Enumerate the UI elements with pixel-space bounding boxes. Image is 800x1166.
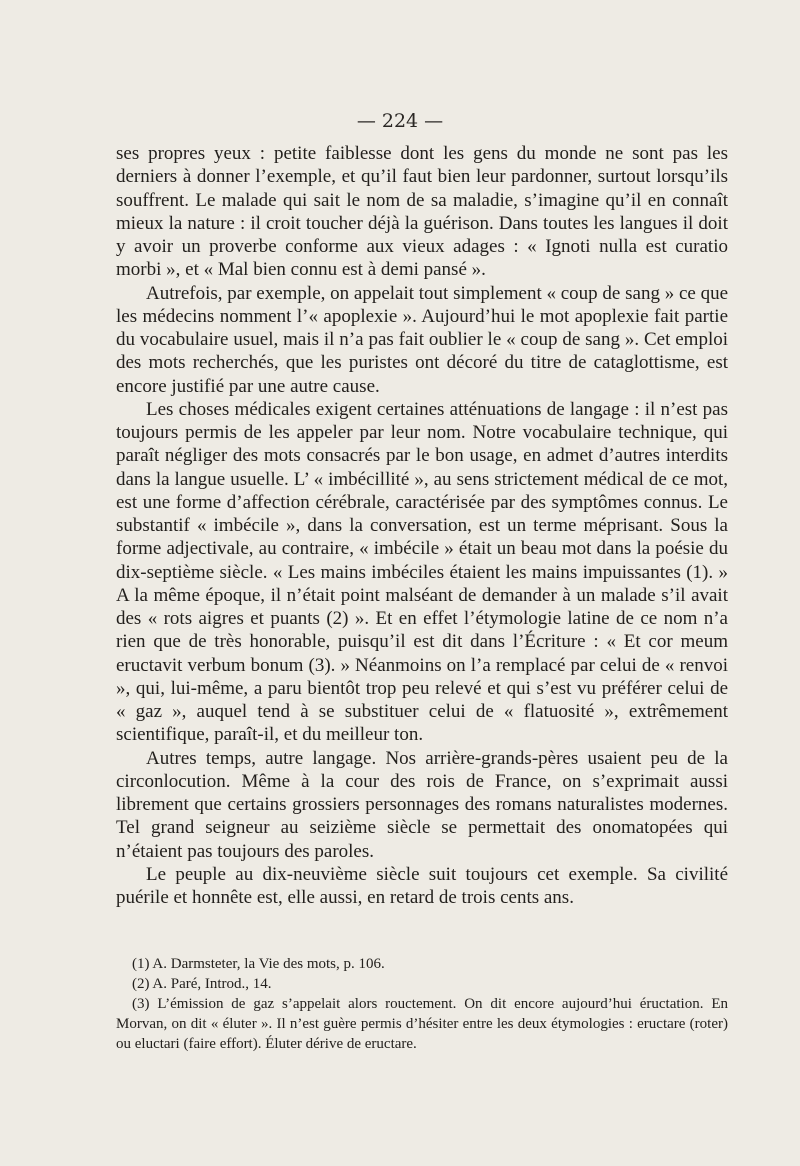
body-text: [116, 142, 728, 909]
footnote: (3) L’émission de gaz s’appelait alors rouctement. On dit encore aujourd’hui éructation. En Morvan, on dit « éluter ». Il n’est guère permis d’hésiter entre les deux étymologies : eructare (roter) ou eluctari (faire effort). Éluter dérive de eructare.: [116, 996, 728, 1052]
paragraph: ses propres yeux : petite faiblesse dont les gens du monde ne sont pas les derniers à donner l’exemple, et qu’il faut bien leur pardonner, surtout lorsqu’ils souffrent. Le malade qui sait le nom de sa maladie, s’imagine qu’il en connaît mieux la nature : il croit toucher déjà la guérison. Dans toutes les langues il doit y avoir un proverbe conforme aux vieux adages : « Ignoti nulla est curatio morbi », et « Mal bien connu est à demi pansé ».: [116, 143, 728, 281]
footnotes: [116, 954, 728, 1054]
paragraph: Le peuple au dix-neuvième siècle suit toujours cet exemple. Sa civilité puérile et honnête est, elle aussi, en retard de trois cents ans.: [116, 863, 728, 908]
paragraph: Autres temps, autre langage. Nos arrière-grands-pères usaient peu de la circonlocution. Même à la cour des rois de France, on s’exprimait aussi librement que certains grossiers personnages des romans naturalistes modernes. Tel grand seigneur au seizième siècle se permettait des onomatopées qui n’étaient pas toujours des paroles.: [116, 747, 728, 862]
footnote: (1) A. Darmsteter, la Vie des mots, p. 106.: [132, 956, 385, 972]
paragraph: Les choses médicales exigent certaines atténuations de langage : il n’est pas toujours permis de les appeler par leur nom. Notre vocabulaire technique, qui paraît négliger des mots consacrés par le bon usage, en admet d’autres interdits dans la langue usuelle. L’ « imbécillité », au sens strictement médical de ce mot, est une forme d’affection cérébrale, caractérisée par des symptômes connus. Le substantif « imbécile », dans la conversation, est un terme méprisant. Sous la forme adjectivale, au contraire, « imbécile » était un beau mot dans la poésie du dix-septième siècle. « Les mains imbéciles étaient les mains impuissantes (1). » A la même époque, il n’était point malséant de demander à un malade s’il avait des « rots aigres et puants (2) ». Et en effet l’étymologie latine de ce nom n’a rien que de très honorable, puisqu’il est dit dans l’Écriture : « Et cor meum eructavit verbum bonum (3). » Néanmoins on l’a remplacé par celui de « renvoi », qui, lui-même, a paru bientôt trop peu relevé et qui s’est vu préférer celui de « gaz », auquel tend à se substituer celui de « flatuosité », extrêmement scientifique, paraît-il, et du meilleur ton.: [116, 398, 728, 746]
page-number: — 224 —: [356, 110, 444, 132]
footnote: (2) A. Paré, Introd., 14.: [132, 976, 272, 992]
paragraph: Autrefois, par exemple, on appelait tout simplement « coup de sang » ce que les médecins nomment l’« apoplexie ». Aujourd’hui le mot apoplexie fait partie du vocabulaire usuel, mais il n’a pas fait oublier le « coup de sang ». Cet emploi des mots recherchés, que les puristes ont décoré du titre de cataglottisme, est encore justifié par une autre cause.: [116, 282, 728, 397]
